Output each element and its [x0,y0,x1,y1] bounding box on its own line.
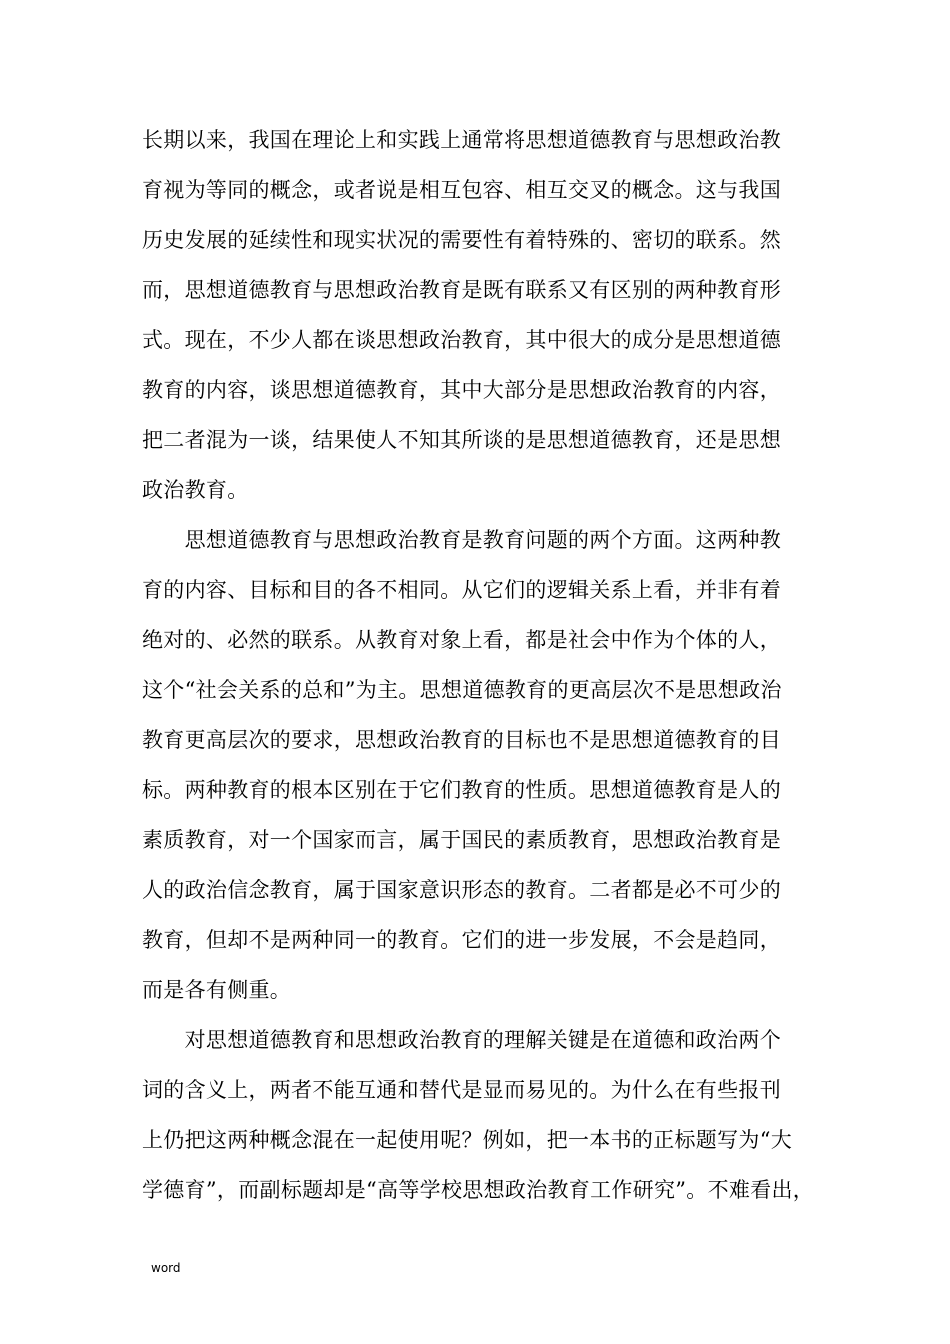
text-line: 思想道德教育与思想政治教育是教育问题的两个方面。这两种教 [142,528,781,552]
text-line: 而是各有侧重。 [142,978,292,1002]
text-line: 育的内容、目标和目的各不相同。从它们的逻辑关系上看，并非有着 [142,578,781,602]
text-line: 式。现在，不少人都在谈思想政治教育，其中很大的成分是思想道德 [142,328,781,352]
text-line: 词的含义上，两者不能互通和替代是显而易见的。为什么在有些报刊 [142,1078,781,1102]
page-footer: word [151,1261,181,1275]
text-line: 素质教育，对一个国家而言，属于国民的素质教育，思想政治教育是 [142,828,781,852]
text-line: 把二者混为一谈，结果使人不知其所谈的是思想道德教育，还是思想 [142,428,781,452]
text-line: 教育的内容，谈思想道德教育，其中大部分是思想政治教育的内容， [142,378,781,402]
text-line: 学德育”，而副标题却是“高等学校思想政治教育工作研究”。不难看出， [142,1178,815,1202]
text-line: 对思想道德教育和思想政治教育的理解关键是在道德和政治两个 [142,1028,781,1052]
text-line: 上仍把这两种概念混在一起使用呢？例如，把一本书的正标题写为“大 [142,1128,793,1152]
text-line: 绝对的、必然的联系。从教育对象上看，都是社会中作为个体的人， [142,628,781,652]
text-line: 教育更高层次的要求，思想政治教育的目标也不是思想道德教育的目 [142,728,781,752]
text-line: 长期以来，我国在理论上和实践上通常将思想道德教育与思想政治教 [142,128,781,152]
text-line: 而，思想道德教育与思想政治教育是既有联系又有区别的两种教育形 [142,278,781,302]
text-line: 人的政治信念教育，属于国家意识形态的教育。二者都是必不可少的 [142,878,781,902]
text-line: 这个“社会关系的总和”为主。思想道德教育的更高层次不是思想政治 [142,678,782,702]
text-line: 标。两种教育的根本区别在于它们教育的性质。思想道德教育是人的 [142,778,781,802]
text-line: 教育，但却不是两种同一的教育。它们的进一步发展，不会是趋同， [142,928,781,952]
text-line: 育视为等同的概念，或者说是相互包容、相互交叉的概念。这与我国 [142,178,781,202]
text-line: 历史发展的延续性和现实状况的需要性有着特殊的、密切的联系。然 [142,228,781,252]
text-line: 政治教育。 [142,478,249,502]
